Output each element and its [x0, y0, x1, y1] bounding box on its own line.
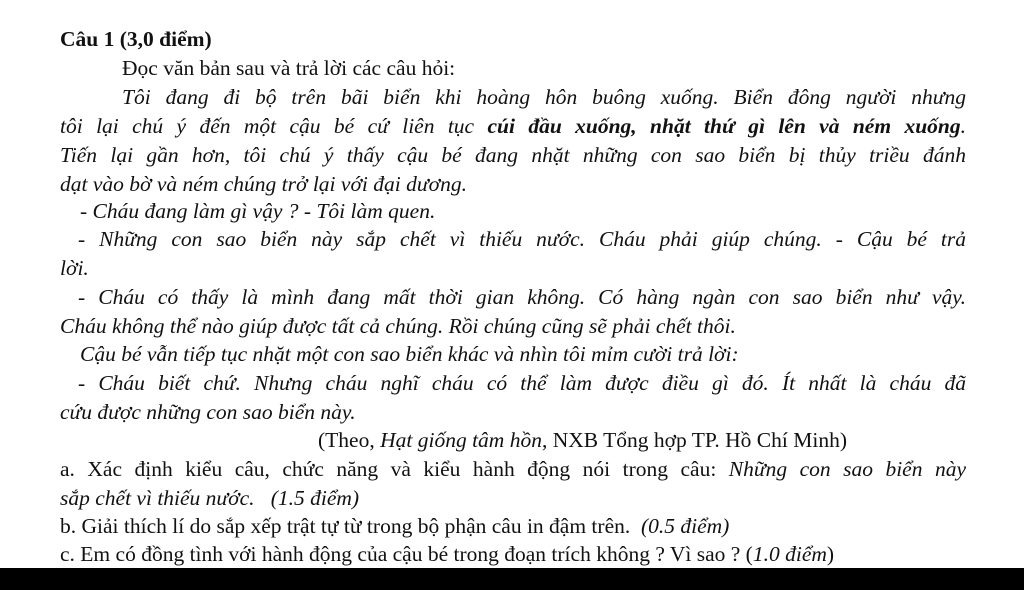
- task-a-points: (1.5 điểm): [254, 486, 360, 510]
- bottom-black-bar: [0, 568, 1024, 590]
- dialogue-line: - Những con sao biển này sắp chết vì thiếu nước. Cháu phải giúp chúng. - Cậu bé trả: [78, 227, 966, 251]
- source-text: (Theo,: [318, 428, 381, 452]
- task-a-line-1: [60, 455, 966, 483]
- dialogue-line: - Cháu có thấy là mình đang mất thời gian không. Có hàng ngàn con sao biển như vậy.: [78, 285, 966, 309]
- source-book-title: Hạt giống tâm hồn: [380, 428, 542, 452]
- passage-text: tôi lại chú ý đến một cậu bé cứ liên tục: [60, 114, 488, 138]
- passage-line: Tôi đang đi bộ trên bãi biển khi hoàng hôn buông xuống. Biển đông người nhưng: [122, 85, 966, 109]
- dialogue-line: - Cháu biết chứ. Nhưng cháu nghĩ cháu có thể làm được điều gì đó. Ít nhất là cháu đã: [78, 371, 966, 395]
- question-heading: Câu 1 (3,0 điểm): [60, 27, 212, 51]
- task-c-text: c. Em có đồng tình với hành động của cậu bé trong đoạn trích không ? Vì sao ? (: [60, 542, 753, 566]
- task-b: [60, 512, 966, 540]
- task-a-line-2: [60, 484, 966, 512]
- task-b-points: (0.5 điểm): [640, 514, 730, 538]
- source-text: , NXB Tổng hợp TP. Hồ Chí Minh): [541, 428, 847, 452]
- source-citation: [318, 426, 847, 454]
- dialogue-line: lời.: [60, 256, 89, 280]
- passage-line: Tiến lại gần hơn, tôi chú ý thấy cậu bé đang nhặt những con sao biển bị thủy triều đánh: [60, 143, 966, 167]
- task-c-points: 1.0 điểm: [752, 542, 827, 566]
- bold-phrase: cúi đầu xuống, nhặt thứ gì lên và ném xuống: [487, 114, 961, 138]
- task-c: [60, 540, 966, 568]
- passage-line: Cậu bé vẫn tiếp tục nhặt một con sao biển khác và nhìn tôi mỉm cười trả lời:: [80, 342, 739, 366]
- task-a-quote: Những con sao biển này: [728, 457, 966, 481]
- task-a-quote: sắp chết vì thiếu nước.: [60, 486, 255, 510]
- passage-line: dạt vào bờ và ném chúng trở lại với đại dương.: [60, 172, 467, 196]
- dialogue-line: Cháu không thể nào giúp được tất cả chúng. Rồi chúng cũng sẽ phải chết thôi.: [60, 314, 736, 338]
- dialogue-line: cứu được những con sao biển này.: [60, 400, 356, 424]
- task-a-text: a. Xác định kiểu câu, chức năng và kiểu hành động nói trong câu:: [60, 457, 729, 481]
- passage-text: .: [960, 114, 966, 138]
- question-instruction: Đọc văn bản sau và trả lời các câu hỏi:: [122, 56, 456, 80]
- dialogue-line: - Cháu đang làm gì vậy ? - Tôi làm quen.: [80, 199, 436, 223]
- passage-line: [60, 112, 966, 140]
- task-c-text: ): [826, 542, 835, 566]
- task-b-text: b. Giải thích lí do sắp xếp trật tự từ trong bộ phận câu in đậm trên.: [60, 514, 641, 538]
